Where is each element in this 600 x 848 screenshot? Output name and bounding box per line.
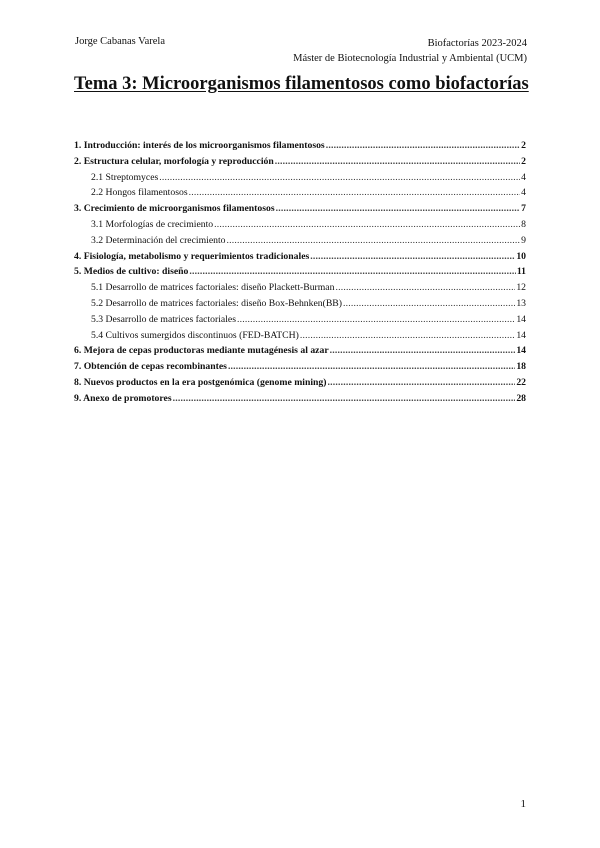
toc-entry[interactable]: [74, 391, 526, 407]
toc-entry-page: 10: [516, 250, 526, 262]
toc-dot-leader: [237, 312, 515, 328]
toc-entry-label: 5.1 Desarrollo de matrices factoriales: diseño Plackett-Burman: [91, 282, 335, 294]
toc-dot-leader: [300, 328, 515, 344]
toc-dot-leader: [214, 217, 520, 233]
toc-entry-label: 9. Anexo de promotores: [74, 392, 172, 404]
toc-dot-leader: [335, 280, 515, 296]
toc-dot-leader: [159, 170, 520, 186]
toc-entry-page: 9: [521, 234, 526, 246]
toc-entry-page: 14: [516, 313, 526, 325]
toc-entry[interactable]: [74, 233, 526, 249]
page-number: 1: [520, 798, 526, 810]
toc-entry-page: 14: [516, 345, 526, 357]
toc-entry[interactable]: [74, 328, 526, 344]
toc-entry[interactable]: [74, 296, 526, 312]
toc-entry[interactable]: [74, 264, 526, 280]
toc-entry-label: 5.2 Desarrollo de matrices factoriales: diseño Box-Behnken(BB): [91, 297, 342, 309]
toc-entry[interactable]: [74, 249, 526, 265]
table-of-contents: [74, 138, 526, 407]
toc-dot-leader: [328, 375, 516, 391]
header-program: Máster de Biotecnología Industrial y Ambiental (UCM): [293, 53, 527, 64]
toc-entry-label: 2. Estructura celular, morfología y reproducción: [74, 155, 274, 167]
toc-entry[interactable]: [74, 201, 526, 217]
toc-entry-label: 8. Nuevos productos en la era postgenómica (genome mining): [74, 376, 327, 388]
toc-entry-label: 5. Medios de cultivo: diseño: [74, 266, 189, 278]
toc-entry-label: 2.1 Streptomyces: [91, 171, 159, 183]
header-course: Biofactorías 2023-2024: [427, 38, 527, 49]
toc-entry-page: 2: [521, 140, 526, 151]
toc-dot-leader: [189, 264, 515, 280]
toc-entry-label: 4. Fisiología, metabolismo y requerimientos tradicionales: [74, 250, 310, 262]
toc-dot-leader: [275, 154, 520, 170]
toc-entry[interactable]: [74, 138, 526, 154]
toc-entry-page: 18: [516, 361, 526, 373]
header-author: Jorge Cabanas Varela: [75, 36, 165, 47]
toc-entry-page: 8: [521, 218, 526, 230]
toc-dot-leader: [326, 138, 520, 154]
toc-entry-page: 4: [521, 187, 526, 199]
toc-entry-label: 3.1 Morfologías de crecimiento: [91, 218, 214, 230]
toc-entry-label: 3. Crecimiento de microorganismos filamentosos: [74, 203, 275, 215]
toc-entry[interactable]: [74, 217, 526, 233]
toc-entry-label: 2.2 Hongos filamentosos: [91, 187, 188, 199]
toc-entry-label: 5.3 Desarrollo de matrices factoriales: [91, 313, 236, 325]
toc-entry[interactable]: [74, 280, 526, 296]
toc-entry-page: 11: [516, 266, 526, 278]
toc-entry[interactable]: [74, 359, 526, 375]
toc-entry-page: 22: [516, 376, 526, 388]
toc-entry-page: 2: [521, 155, 526, 167]
toc-entry-label: 6. Mejora de cepas productoras mediante mutagénesis al azar: [74, 345, 329, 357]
toc-entry[interactable]: [74, 185, 526, 201]
toc-entry[interactable]: [74, 343, 526, 359]
toc-dot-leader: [310, 249, 515, 265]
toc-dot-leader: [173, 391, 516, 407]
toc-entry-label: 3.2 Determinación del crecimiento: [91, 234, 226, 246]
toc-dot-leader: [330, 343, 516, 359]
toc-entry[interactable]: [74, 154, 526, 170]
toc-entry[interactable]: [74, 375, 526, 391]
toc-entry-page: 4: [521, 171, 526, 183]
toc-entry-page: 12: [516, 282, 526, 294]
toc-entry[interactable]: [74, 312, 526, 328]
toc-dot-leader: [227, 233, 521, 249]
toc-dot-leader: [189, 185, 521, 201]
document-title: Tema 3: Microorganismos filamentosos como biofactorías: [74, 74, 529, 94]
toc-entry-page: 7: [521, 203, 526, 215]
toc-dot-leader: [343, 296, 515, 312]
toc-dot-leader: [276, 201, 521, 217]
toc-entry-page: 13: [516, 297, 526, 309]
toc-dot-leader: [228, 359, 515, 375]
header-right: [293, 36, 527, 66]
toc-entry-page: 28: [516, 392, 526, 404]
toc-entry-page: 14: [516, 329, 526, 341]
toc-entry-label: 5.4 Cultivos sumergidos discontinuos (FED-BATCH): [91, 329, 299, 341]
toc-entry[interactable]: [74, 170, 526, 186]
toc-entry-label: 7. Obtención de cepas recombinantes: [74, 361, 227, 373]
toc-entry-label: 1. Introducción: interés de los microorganismos filamentosos: [74, 140, 325, 151]
